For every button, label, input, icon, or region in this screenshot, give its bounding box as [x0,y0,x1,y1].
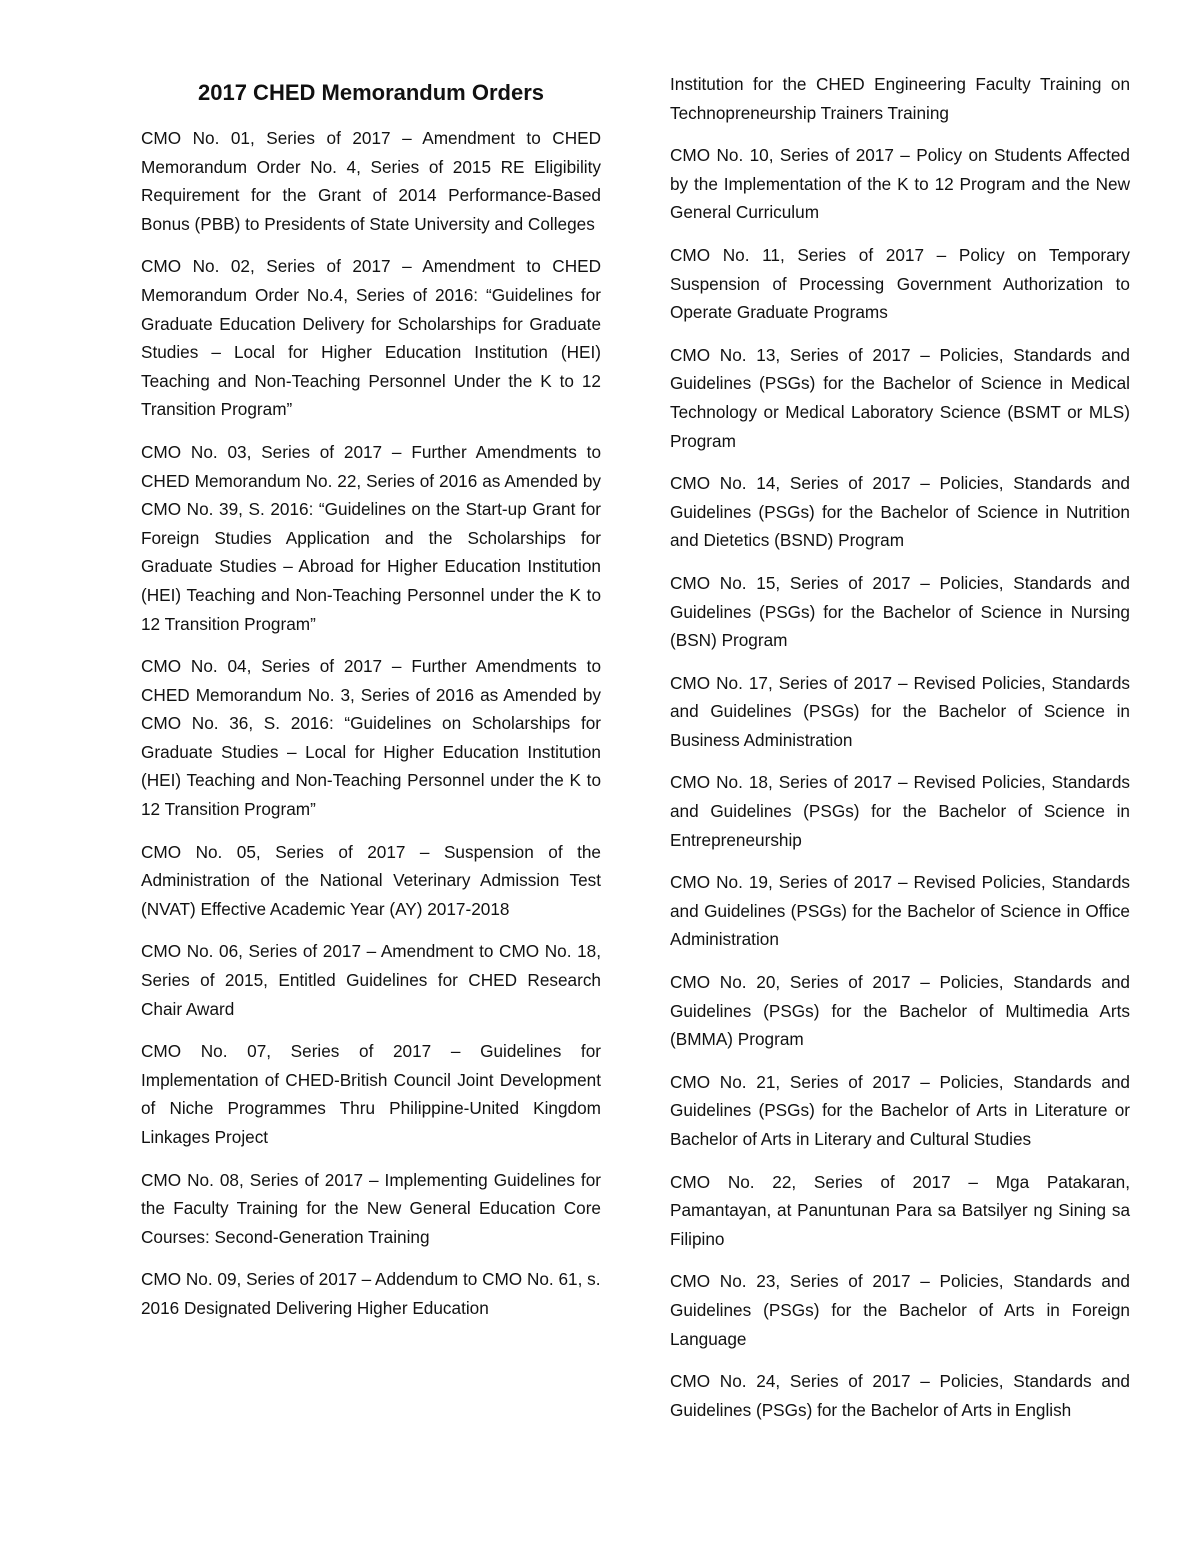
memo-entry-cmo-09-continued: Institution for the CHED Engineering Faculty Training on Technopreneurship Trainers Training [670,74,1130,123]
memo-entry-cmo-10: CMO No. 10, Series of 2017 – Policy on Students Affected by the Implementation of the K to 12 Program and the New General Curriculum [670,145,1130,223]
memo-entry-cmo-15: CMO No. 15, Series of 2017 – Policies, Standards and Guidelines (PSGs) for the Bachelor of Science in Nursing (BSN) Program [670,572,1130,651]
memo-entry-cmo-01: CMO No. 01, Series of 2017 – Amendment to CHED Memorandum Order No. 4, Series of 2015 RE Eligibility Requirement for the Grant of 2014 Performance-Based Bonus (PBB) to Presidents of State University and Colleges [141,128,601,234]
memo-entry-cmo-18: CMO No. 18, Series of 2017 – Revised Policies, Standards and Guidelines (PSGs) for the Bachelor of Science in Entrepreneurship [670,772,1130,850]
memo-entry-cmo-14: CMO No. 14, Series of 2017 – Policies, Standards and Guidelines (PSGs) for the Bachelor of Science in Nutrition and Dietetics (BSND) Program [670,473,1130,551]
memo-entry-cmo-19: CMO No. 19, Series of 2017 – Revised Policies, Standards and Guidelines (PSGs) for the Bachelor of Science in Office Administration [670,872,1130,950]
memo-entry-cmo-20: CMO No. 20, Series of 2017 – Policies, Standards and Guidelines (PSGs) for the Bachelor of Multimedia Arts (BMMA) Program [670,972,1130,1050]
memo-entry-cmo-03: CMO No. 03, Series of 2017 – Further Amendments to CHED Memorandum No. 22, Series of 2016 as Amended by CMO No. 39, S. 2016: “Guidelines on the Start-up Grant for Foreign Studies Application and the Scholarships for Graduate Studies – Abroad for Higher Education Institution (HEI) Teaching and Non-Teaching Personnel under the K to 12 Transition Program” [141,441,601,634]
memo-entry-cmo-13: CMO No. 13, Series of 2017 – Policies, Standards and Guidelines (PSGs) for the Bachelor of Science in Medical Technology or Medical Laboratory Science (BSMT or MLS) Program [670,344,1130,451]
memo-entry-cmo-17: CMO No. 17, Series of 2017 – Revised Policies, Standards and Guidelines (PSGs) for the Bachelor of Science in Business Administration [670,672,1130,750]
memo-entry-cmo-22: CMO No. 22, Series of 2017 – Mga Patakaran, Pamantayan, at Panuntunan Para sa Batsilyer ng Sining sa Filipino [670,1171,1130,1249]
memo-entry-cmo-09-start: CMO No. 09, Series of 2017 – Addendum to CMO No. 61, s. 2016 Designated Delivering Higher Education [141,1269,601,1318]
memo-entry-cmo-11: CMO No. 11, Series of 2017 – Policy on Temporary Suspension of Processing Government Authorization to Operate Graduate Programs [670,244,1130,323]
memo-entry-cmo-21: CMO No. 21, Series of 2017 – Policies, Standards and Guidelines (PSGs) for the Bachelor of Arts in Literature or Bachelor of Arts in Literary and Cultural Studies [670,1071,1130,1149]
left-column [141,70,601,1335]
memo-entry-cmo-08: CMO No. 08, Series of 2017 – Implementing Guidelines for the Faculty Training for the New General Education Core Courses: Second-Generation Training [141,1169,601,1247]
memo-entry-cmo-24: CMO No. 24, Series of 2017 – Policies, Standards and Guidelines (PSGs) for the Bachelor of Arts in English [670,1371,1130,1420]
memo-entry-cmo-02: CMO No. 02, Series of 2017 – Amendment to CHED Memorandum Order No.4, Series of 2016: “Guidelines for Graduate Education Delivery for Scholarships for Graduate Studies – Local for Higher Education Institution (HEI) Teaching and Non-Teaching Personnel Under the K to 12 Transition Program” [141,256,601,420]
memo-entry-cmo-23: CMO No. 23, Series of 2017 – Policies, Standards and Guidelines (PSGs) for the Bachelor of Arts in Foreign Language [670,1271,1130,1349]
memo-entry-cmo-07: CMO No. 07, Series of 2017 – Guidelines for Implementation of CHED-British Council Joint Development of Niche Programmes Thru Philippine-United Kingdom Linkages Project [141,1041,601,1147]
memo-entry-cmo-06: CMO No. 06, Series of 2017 – Amendment to CMO No. 18, Series of 2015, Entitled Guidelines for CHED Research Chair Award [141,941,601,1019]
memo-entry-cmo-05: CMO No. 05, Series of 2017 – Suspension of the Administration of the National Veterinary Admission Test (NVAT) Effective Academic Year (AY) 2017-2018 [141,841,601,919]
page-title: 2017 CHED Memorandum Orders [198,80,544,105]
memo-entry-cmo-04: CMO No. 04, Series of 2017 – Further Amendments to CHED Memorandum No. 3, Series of 2016 as Amended by CMO No. 36, S. 2016: “Guidelines on Scholarships for Graduate Studies – Local for Higher Education Institution (HEI) Teaching and Non-Teaching Personnel under the K to 12 Transition Program” [141,656,601,820]
right-column [670,70,1130,1438]
